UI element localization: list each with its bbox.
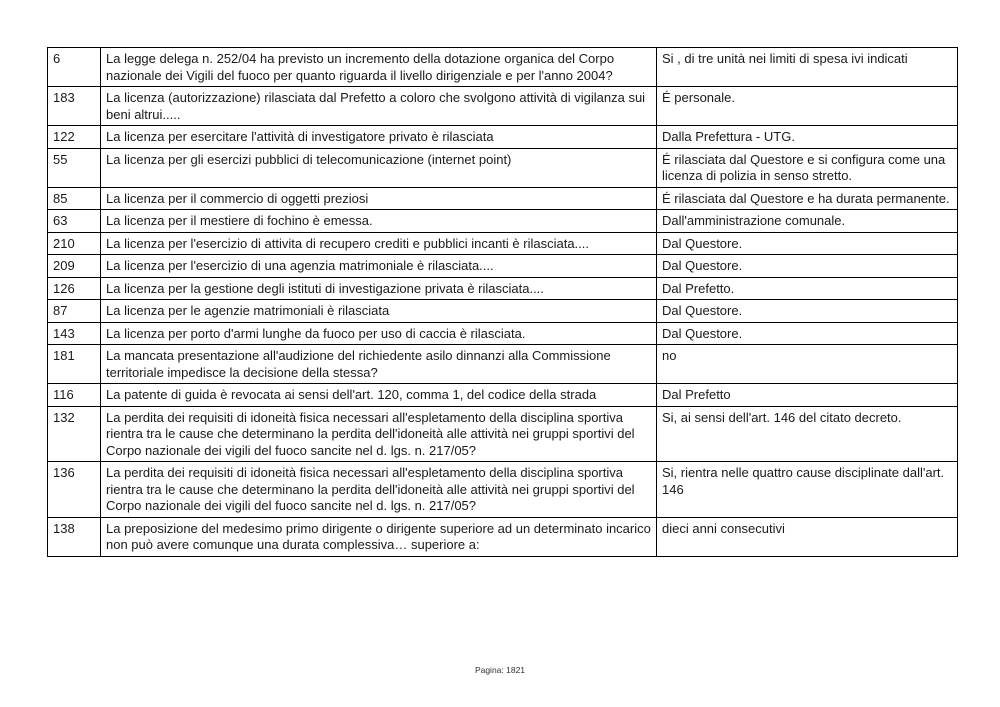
questions-table-body [48, 48, 958, 557]
answer-text: Dall'amministrazione comunale. [657, 210, 958, 233]
table-row [48, 322, 958, 345]
table-row [48, 406, 958, 462]
table-row [48, 255, 958, 278]
question-text: La licenza per il mestiere di fochino è emessa. [101, 210, 657, 233]
answer-text: Dal Prefetto [657, 384, 958, 407]
question-number: 143 [48, 322, 101, 345]
question-number: 122 [48, 126, 101, 149]
question-text: La licenza per gli esercizi pubblici di telecomunicazione (internet point) [101, 148, 657, 187]
answer-text: Dal Questore. [657, 255, 958, 278]
question-number: 116 [48, 384, 101, 407]
question-number: 181 [48, 345, 101, 384]
question-number: 132 [48, 406, 101, 462]
question-text: La licenza per il commercio di oggetti preziosi [101, 187, 657, 210]
question-text: La licenza per esercitare l'attività di investigatore privato è rilasciata [101, 126, 657, 149]
question-number: 126 [48, 277, 101, 300]
question-number: 55 [48, 148, 101, 187]
question-text: La legge delega n. 252/04 ha previsto un incremento della dotazione organica del Corpo nazionale dei Vigili del fuoco per quanto riguarda il livello dirigenziale e per l'anno 2004? [101, 48, 657, 87]
question-number: 136 [48, 462, 101, 518]
question-text: La preposizione del medesimo primo dirigente o dirigente superiore ad un determinato incarico non può avere comunque una durata complessiva… superiore a: [101, 517, 657, 556]
questions-table [47, 47, 958, 557]
table-row [48, 384, 958, 407]
question-text: La licenza per l'esercizio di una agenzia matrimoniale è rilasciata.... [101, 255, 657, 278]
table-row [48, 277, 958, 300]
question-number: 138 [48, 517, 101, 556]
answer-text: Dal Questore. [657, 232, 958, 255]
answer-text: Dal Questore. [657, 322, 958, 345]
question-text: La licenza per la gestione degli istituti di investigazione privata è rilasciata.... [101, 277, 657, 300]
question-number: 63 [48, 210, 101, 233]
question-number: 210 [48, 232, 101, 255]
question-number: 87 [48, 300, 101, 323]
table-row [48, 48, 958, 87]
answer-text: É personale. [657, 87, 958, 126]
question-text: La licenza per l'esercizio di attivita di recupero crediti e pubblici incanti è rilasciata.... [101, 232, 657, 255]
table-row [48, 517, 958, 556]
table-row [48, 345, 958, 384]
question-text: La patente di guida è revocata ai sensi dell'art. 120, comma 1, del codice della strada [101, 384, 657, 407]
table-row [48, 126, 958, 149]
answer-text: Si, ai sensi dell'art. 146 del citato decreto. [657, 406, 958, 462]
question-text: La licenza per le agenzie matrimoniali è rilasciata [101, 300, 657, 323]
question-number: 183 [48, 87, 101, 126]
table-row [48, 232, 958, 255]
question-text: La perdita dei requisiti di idoneità fisica necessari all'espletamento della disciplina sportiva rientra tra le cause che determinano la perdita dell'idoneità alle attività nei gruppi sportivi del Corpo nazionale dei vigili del fuoco sancite nel d. lgs. n. 217/05? [101, 406, 657, 462]
table-row [48, 148, 958, 187]
table-row [48, 187, 958, 210]
answer-text: no [657, 345, 958, 384]
answer-text: Si, rientra nelle quattro cause disciplinate dall'art. 146 [657, 462, 958, 518]
answer-text: Dalla Prefettura - UTG. [657, 126, 958, 149]
answer-text: Dal Prefetto. [657, 277, 958, 300]
answer-text: É rilasciata dal Questore e ha durata permanente. [657, 187, 958, 210]
table-row [48, 462, 958, 518]
question-number: 85 [48, 187, 101, 210]
question-text: La mancata presentazione all'audizione del richiedente asilo dinnanzi alla Commissione territoriale impedisce la decisione della stessa? [101, 345, 657, 384]
answer-text: dieci anni consecutivi [657, 517, 958, 556]
question-number: 209 [48, 255, 101, 278]
question-text: La perdita dei requisiti di idoneità fisica necessari all'espletamento della disciplina sportiva rientra tra le cause che determinano la perdita dell'idoneità alle attività nei gruppi sportivi del Corpo nazionale dei vigili del fuoco sancite nel d. lgs. n. 217/05? [101, 462, 657, 518]
question-number: 6 [48, 48, 101, 87]
page-footer: Pagina: 1821 [474, 665, 526, 675]
table-row [48, 300, 958, 323]
answer-text: Si , di tre unità nei limiti di spesa ivi indicati [657, 48, 958, 87]
answer-text: É rilasciata dal Questore e si configura come una licenza di polizia in senso stretto. [657, 148, 958, 187]
question-text: La licenza (autorizzazione) rilasciata dal Prefetto a coloro che svolgono attività di vigilanza sui beni altrui..... [101, 87, 657, 126]
table-row [48, 210, 958, 233]
table-row [48, 87, 958, 126]
answer-text: Dal Questore. [657, 300, 958, 323]
question-text: La licenza per porto d'armi lunghe da fuoco per uso di caccia è rilasciata. [101, 322, 657, 345]
